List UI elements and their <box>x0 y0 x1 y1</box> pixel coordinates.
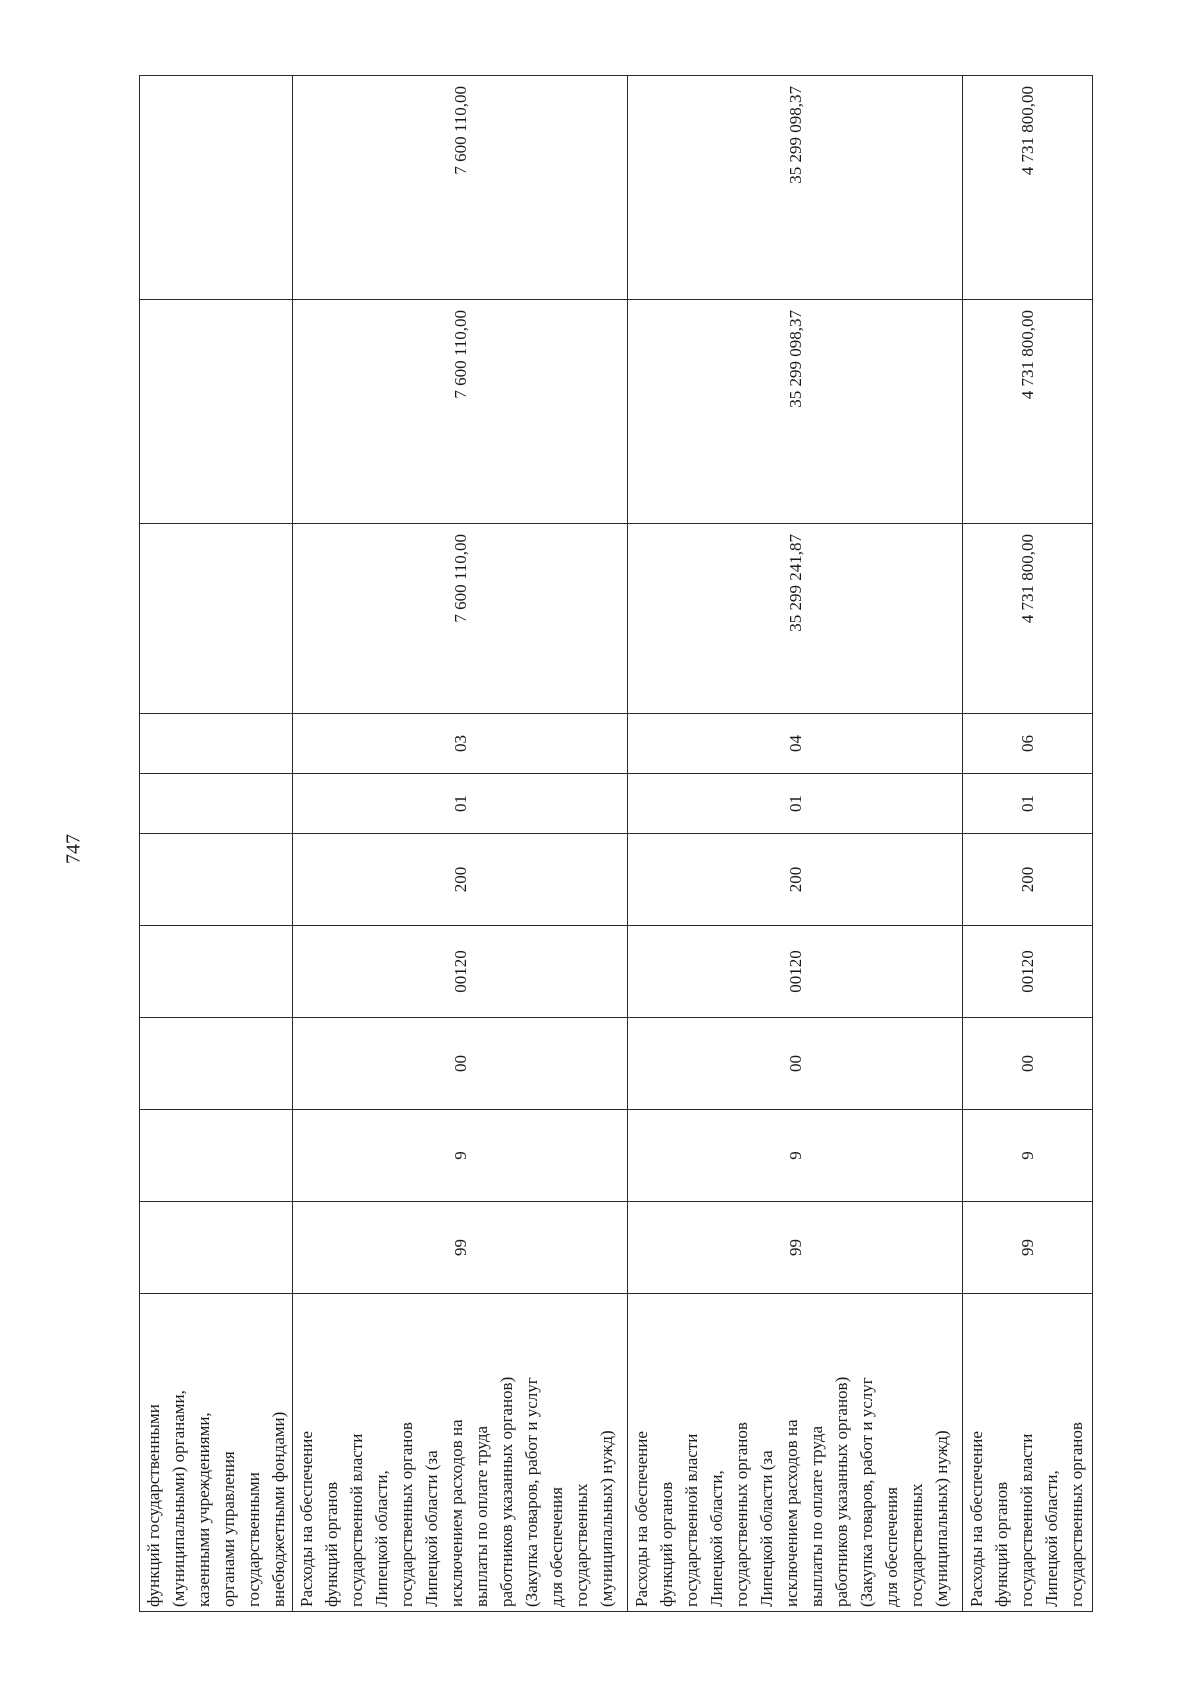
expense-type-cell: 200 <box>628 834 963 926</box>
budget-table-container <box>139 76 1089 1612</box>
direction-code-cell <box>140 926 293 1018</box>
row-description: Расходы на обеспечение функций органов государственной власти Липецкой области, государственных органов Липецкой области (за исключением расходов на выплаты по оплате труда работников указанных органов) (Закупка товаров, работ и услуг для обеспечения государственных (муниципальных) нужд) <box>293 1294 628 1612</box>
amount-cell <box>140 76 293 300</box>
row-description: Расходы на обеспечение функций органов государственной власти Липецкой области, государственных органов <box>963 1294 1093 1612</box>
subprogram-code-cell: 9 <box>293 1110 628 1202</box>
amount-cell <box>140 524 293 714</box>
section-cell: 01 <box>963 774 1093 834</box>
table-row <box>140 76 293 1612</box>
subprogram-code-cell <box>140 1110 293 1202</box>
direction-code-cell: 00120 <box>963 926 1093 1018</box>
amount-cell: 4 731 800,00 <box>963 300 1093 524</box>
direction-code-cell: 00120 <box>628 926 963 1018</box>
section-cell: 01 <box>293 774 628 834</box>
amount-cell: 7 600 110,00 <box>293 76 628 300</box>
program-code-cell: 99 <box>293 1202 628 1294</box>
expense-type-cell <box>140 834 293 926</box>
amount-cell: 4 731 800,00 <box>963 524 1093 714</box>
amount-cell <box>140 300 293 524</box>
section-cell <box>140 774 293 834</box>
table-row <box>293 76 628 1612</box>
program-code-cell <box>140 1202 293 1294</box>
page-number: 747 <box>62 834 85 864</box>
event-code-cell: 00 <box>293 1018 628 1110</box>
subsection-cell <box>140 714 293 774</box>
event-code-cell: 00 <box>963 1018 1093 1110</box>
amount-cell: 7 600 110,00 <box>293 524 628 714</box>
row-description: Расходы на обеспечение функций органов государственной власти Липецкой области, государственных органов Липецкой области (за исключением расходов на выплаты по оплате труда работников указанных органов) (Закупка товаров, работ и услуг для обеспечения государственных (муниципальных) нужд) <box>628 1294 963 1612</box>
amount-cell: 35 299 098,37 <box>628 300 963 524</box>
section-cell: 01 <box>628 774 963 834</box>
subprogram-code-cell: 9 <box>628 1110 963 1202</box>
program-code-cell: 99 <box>963 1202 1093 1294</box>
budget-table <box>139 75 1093 1612</box>
subsection-cell: 03 <box>293 714 628 774</box>
amount-cell: 35 299 241,87 <box>628 524 963 714</box>
direction-code-cell: 00120 <box>293 926 628 1018</box>
amount-cell: 4 731 800,00 <box>963 76 1093 300</box>
expense-type-cell: 200 <box>293 834 628 926</box>
table-row <box>963 76 1093 1612</box>
table-row <box>628 76 963 1612</box>
subsection-cell: 04 <box>628 714 963 774</box>
amount-cell: 35 299 098,37 <box>628 76 963 300</box>
subprogram-code-cell: 9 <box>963 1110 1093 1202</box>
amount-cell: 7 600 110,00 <box>293 300 628 524</box>
event-code-cell: 00 <box>628 1018 963 1110</box>
row-description: функций государственными (муниципальными) органами, казенными учреждениями, органами управления государственными внебюджетными фондами) <box>140 1294 293 1612</box>
subsection-cell: 06 <box>963 714 1093 774</box>
program-code-cell: 99 <box>628 1202 963 1294</box>
event-code-cell <box>140 1018 293 1110</box>
expense-type-cell: 200 <box>963 834 1093 926</box>
